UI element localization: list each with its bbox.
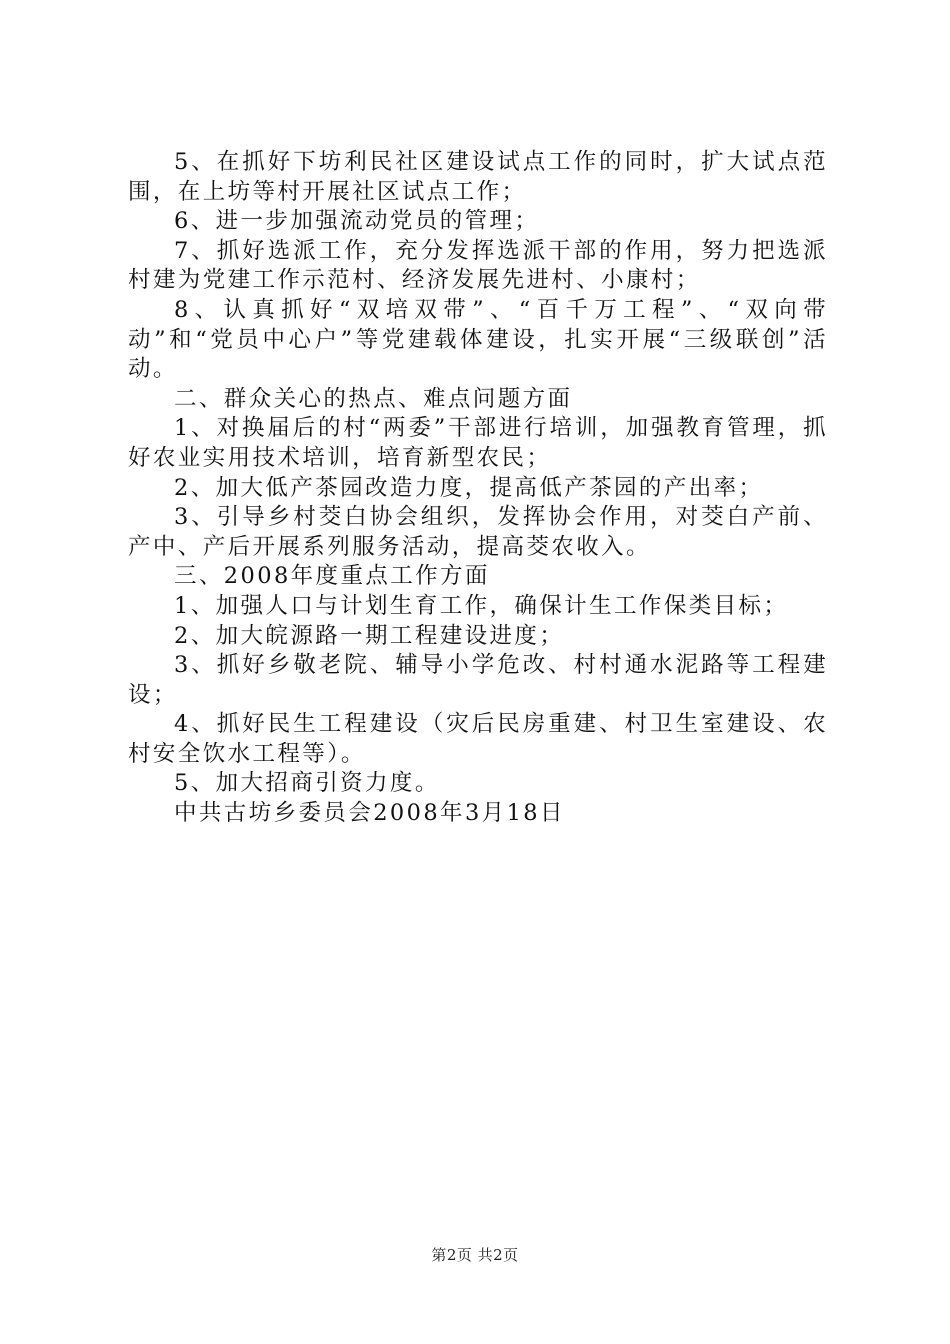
section-heading-2: 二、群众关心的热点、难点问题方面 xyxy=(174,385,573,412)
section-heading-3: 三、2008年度重点工作方面 xyxy=(174,563,490,590)
paragraph-item-6-mobile-members: 6、进一步加强流动党员的管理； xyxy=(174,208,540,235)
document-body xyxy=(128,148,828,829)
paragraph-item-1-training: 1、对换届后的村“两委”干部进行培训，加强教育管理，抓好农业实用技术培训，培育新型农民； xyxy=(128,415,828,471)
paragraph-item-5-pilot: 5、在抓好下坊利民社区建设试点工作的同时，扩大试点范围，在上坊等村开展社区试点工作； xyxy=(128,149,828,205)
paragraph-item-1-family-planning: 1、加强人口与计划生育工作，确保计生工作保类目标； xyxy=(174,592,789,619)
page-footer xyxy=(0,1244,950,1265)
paragraph-item-2-tea-garden: 2、加大低产茶园改造力度，提高低产茶园的产出率； xyxy=(174,474,764,501)
signature-line: 中共古坊乡委员会2008年3月18日 xyxy=(174,800,565,827)
paragraph-item-8-party-building: 8、认真抓好“双培双带”、“百千万工程”、“双向带动”和“党员中心户”等党建载体建设，扎实开展“三级联创”活动。 xyxy=(128,296,828,383)
page-number-label: 第2页 共2页 xyxy=(431,1246,519,1264)
paragraph-item-5-investment: 5、加大招商引资力度。 xyxy=(174,770,440,797)
paragraph-item-2-road: 2、加大皖源路一期工程建设进度； xyxy=(174,622,565,649)
paragraph-item-3-projects: 3、抓好乡敬老院、辅导小学危改、村村通水泥路等工程建设； xyxy=(128,652,828,708)
paragraph-item-4-livelihood: 4、抓好民生工程建设（灾后民房重建、村卫生室建设、农村安全饮水工程等）。 xyxy=(128,711,828,767)
paragraph-item-3-association: 3、引导乡村茭白协会组织，发挥协会作用，对茭白产前、产中、产后开展系列服务活动，提高茭农收入。 xyxy=(128,504,828,560)
paragraph-item-7-selection: 7、抓好选派工作，充分发挥选派干部的作用，努力把选派村建为党建工作示范村、经济发展先进村、小康村； xyxy=(128,237,828,294)
